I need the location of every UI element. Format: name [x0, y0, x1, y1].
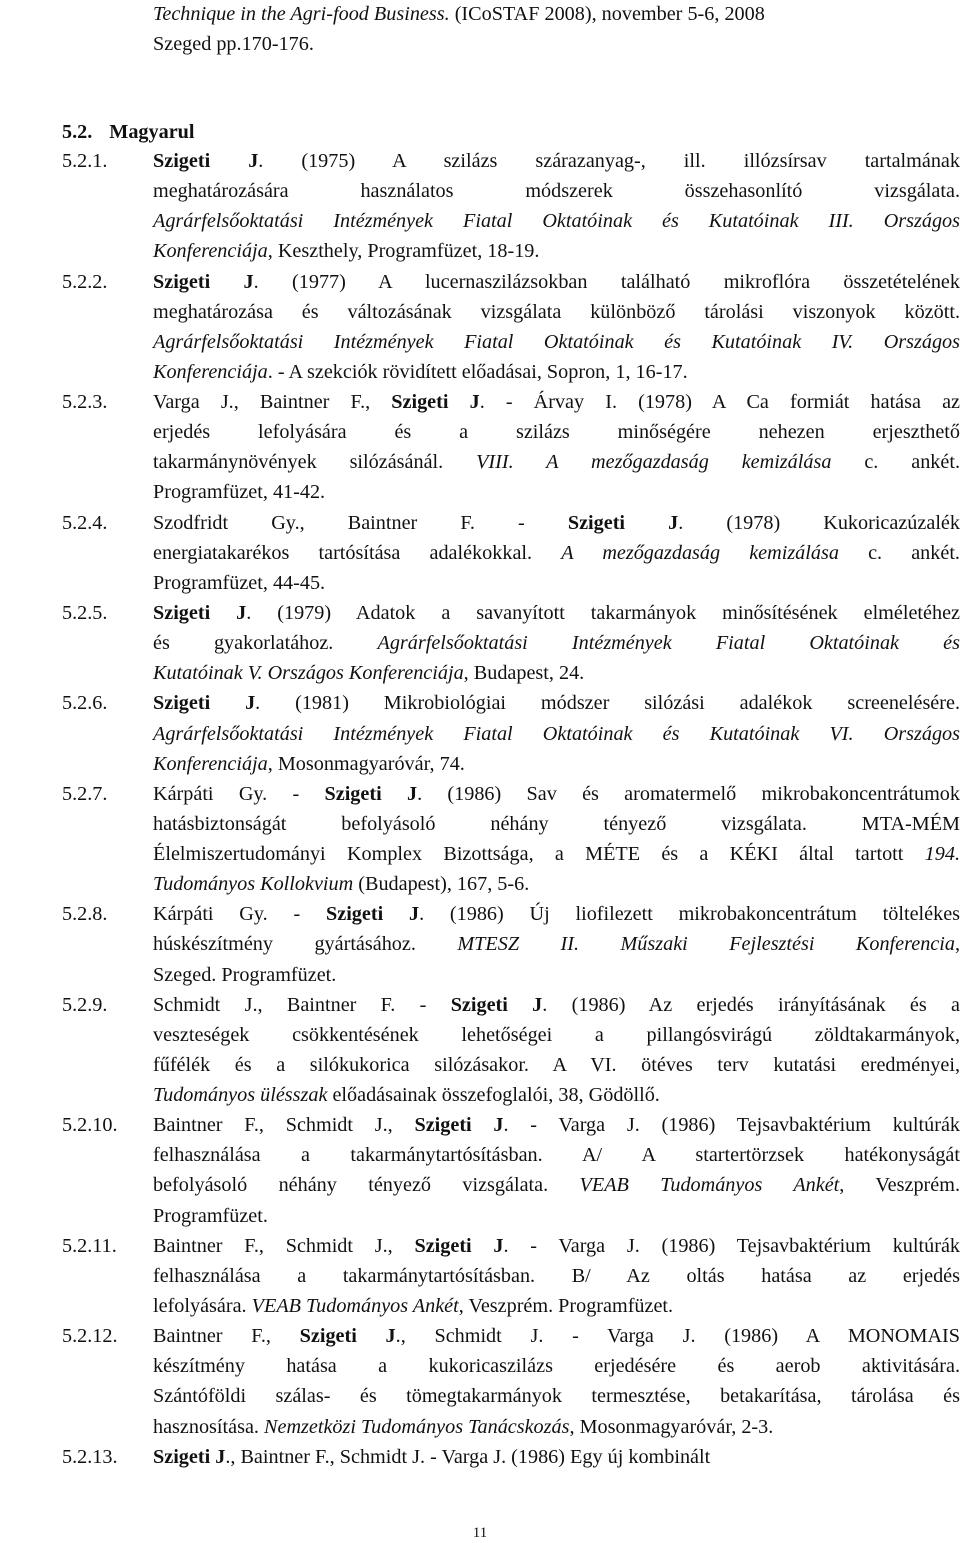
entry-line: [153, 780, 960, 808]
italic-text: Kutatóinak V. Országos Konferenciája: [153, 662, 464, 685]
entry-line: [153, 478, 960, 506]
text-segment: fűfélék és a silókukorica silózásakor. A VI. ötéves terv kutatási eredményei,: [153, 1053, 960, 1076]
text-segment: meghatározása és változásának vizsgálata különböző tárolási viszonyok között.: [153, 300, 960, 323]
entry-line: [153, 750, 960, 778]
text-segment: Programfüzet, 44-45.: [153, 571, 326, 594]
entry-line: [153, 1141, 960, 1169]
intro-line-2-text: Szeged pp.170-176.: [153, 33, 314, 55]
text-segment: . (1986) Új liofilezett mikrobakoncentrátum töltelékes: [419, 903, 960, 926]
entry-line: [153, 961, 960, 989]
text-segment: felhasználása a takarmánytartósításban. A/ A startertörzsek hatékonyságát: [153, 1144, 960, 1167]
entry-line: [153, 629, 960, 657]
italic-text: VEAB Tudományos Ankét: [579, 1174, 840, 1197]
text-segment: . (1981) Mikrobiológiai módszer silózási adalékok screenelésére.: [255, 692, 960, 715]
entry-line: [153, 870, 960, 898]
author-highlight: Szigeti J: [153, 692, 256, 715]
entry-line: [153, 930, 960, 958]
text-segment: Kárpáti Gy. -: [153, 782, 325, 805]
intro-rest: (ICoSTAF 2008), november 5-6, 2008: [449, 3, 765, 25]
author-highlight: Szigeti J: [299, 1325, 396, 1348]
entry-line: [153, 388, 960, 416]
author-highlight: Szigeti J: [153, 270, 254, 293]
section-title: Magyarul: [109, 121, 195, 143]
entry-line: [153, 599, 960, 627]
entry-line: [153, 659, 960, 687]
text-segment: Szodfridt Gy., Baintner F. -: [153, 511, 568, 534]
text-segment: ., Baintner F., Schmidt J. - Varga J. (1986) Egy új kombinált: [225, 1445, 711, 1468]
text-segment: befolyásoló néhány tényező vizsgálata.: [153, 1174, 580, 1197]
entry-line: [153, 840, 960, 868]
text-segment: , Mosonmagyaróvár, 74.: [267, 752, 465, 775]
text-segment: Szántóföldi szálas- és tömegtakarmányok termesztése, betakarítása, tárolása és: [153, 1385, 960, 1408]
text-segment: c. ankét.: [831, 451, 960, 474]
text-segment: Élelmiszertudományi Komplex Bizottsága, a MÉTE és a KÉKI által tartott: [153, 843, 925, 865]
entry-line: [153, 298, 960, 326]
italic-text: Konferenciája: [153, 360, 268, 383]
text-segment: Baintner F., Schmidt J.,: [153, 1234, 415, 1257]
text-segment: Varga J., Baintner F.,: [153, 391, 392, 413]
entry-line: [153, 810, 960, 838]
text-segment: Baintner F., Schmidt J.,: [153, 1114, 415, 1137]
entry-line: [153, 1171, 960, 1199]
author-highlight: Szigeti J: [414, 1114, 504, 1137]
italic-text: Agrárfelsőoktatási Intézmények Fiatal Oktatóinak és Kutatóinak IV. Országos: [153, 330, 960, 353]
italic-text: VIII. A mezőgazdaság kemizálása: [476, 451, 832, 474]
italic-text: MTESZ II. Műszaki Fejlesztési Konferencia: [457, 933, 955, 956]
entry-line: [153, 1322, 960, 1350]
italic-text: Konferenciája: [153, 752, 268, 775]
text-segment: energiatakarékos tartósítása adalékokkal.: [153, 541, 562, 564]
entry-number: 5.2.4.: [62, 511, 108, 534]
entry-number: 5.2.9.: [62, 993, 108, 1016]
text-segment: , Keszthely, Programfüzet, 18-19.: [267, 240, 540, 263]
text-segment: . (1986) Az erjedés irányításának és a: [542, 993, 960, 1016]
italic-text: Konferenciája: [153, 240, 268, 263]
italic-text: VEAB Tudományos Ankét: [251, 1294, 459, 1317]
text-segment: lefolyására.: [153, 1294, 252, 1317]
page-number: 11: [472, 1525, 488, 1541]
italic-text: A mezőgazdaság kemizálása: [561, 541, 839, 564]
text-segment: . (1975) A szilázs szárazanyag-, ill. illózsírsav tartalmának: [258, 150, 960, 172]
text-segment: . - A szekciók rövidített előadásai, Sopron, 1, 16-17.: [267, 360, 688, 383]
text-segment: hatásbiztonságát befolyásoló néhány tényező vizsgálata. MTA-MÉM: [153, 812, 960, 835]
section-number-text: 5.2.: [62, 121, 93, 143]
intro-line-2: [153, 30, 960, 58]
entry-line: [153, 147, 960, 175]
entry-line: [153, 1352, 960, 1380]
italic-text: Agrárfelsőoktatási Intézmények Fiatal Oktatóinak és Kutatóinak VI. Országos: [153, 722, 960, 745]
text-segment: ., Schmidt J. - Varga J. (1986) A MONOMAIS: [395, 1325, 960, 1348]
text-segment: . (1979) Adatok a savanyított takarmányok minősítésének elméletéhez: [246, 602, 960, 624]
text-segment: , Mosonmagyaróvár, 2-3.: [569, 1415, 774, 1438]
entry-line: [153, 237, 960, 265]
entry-number: 5.2.6.: [62, 692, 108, 715]
italic-text: 194.: [924, 843, 960, 865]
entry-line: [153, 1051, 960, 1079]
text-segment: . - Varga J. (1986) Tejsavbaktérium kultúrák: [503, 1114, 960, 1137]
entry-number: 5.2.5.: [62, 602, 108, 624]
text-segment: veszteségek csökkentésének lehetőségei a pillangósvirágú zöldtakarmányok,: [153, 1023, 960, 1046]
text-segment: . (1986) Sav és aromatermelő mikrobakoncentrátumok: [417, 782, 960, 805]
text-segment: . - Árvay I. (1978) A Ca formiát hatása az: [479, 391, 960, 413]
entry-line: [153, 1382, 960, 1410]
text-segment: , Veszprém.: [839, 1174, 960, 1197]
intro-italic: Technique in the Agri-food Business.: [153, 3, 450, 25]
text-segment: c. ankét.: [838, 541, 960, 564]
entry-line: [153, 1021, 960, 1049]
entry-line: [153, 720, 960, 748]
entry-number: 5.2.2.: [62, 270, 108, 293]
entry-line: [153, 448, 960, 476]
text-segment: készítmény hatása a kukoricaszilázs erjedésére és aerob aktivitására.: [153, 1355, 960, 1378]
text-segment: Kárpáti Gy. -: [153, 903, 327, 926]
text-segment: meghatározására használatos módszerek összehasonlító vizsgálata.: [153, 180, 960, 203]
entry-line: [153, 177, 960, 205]
text-segment: Szeged. Programfüzet.: [153, 963, 337, 986]
text-segment: Programfüzet.: [153, 1204, 268, 1227]
entry-number: 5.2.10.: [62, 1114, 118, 1137]
entry-number: 5.2.8.: [62, 903, 108, 926]
entry-number: 5.2.11.: [62, 1234, 117, 1257]
entry-line: [153, 1413, 960, 1441]
entry-line: [153, 1232, 960, 1260]
entry-line: [153, 1081, 960, 1109]
text-segment: hasznosítása.: [153, 1415, 265, 1438]
text-segment: előadásainak összefoglalói, 38, Gödöllő.: [327, 1084, 660, 1106]
text-segment: Schmidt J., Baintner F. -: [153, 993, 451, 1016]
entry-line: [153, 539, 960, 567]
text-segment: (Budapest), 167, 5-6.: [353, 873, 530, 896]
text-segment: , Veszprém. Programfüzet.: [458, 1294, 674, 1317]
author-highlight: Szigeti J: [414, 1234, 504, 1257]
entry-line: [153, 689, 960, 717]
entry-number: 5.2.13.: [62, 1445, 118, 1468]
author-highlight: Szigeti J: [450, 993, 543, 1016]
entry-line: [153, 207, 960, 235]
entry-line: [153, 268, 960, 296]
entry-line: [153, 1443, 960, 1471]
entry-line: [153, 1202, 960, 1230]
italic-text: Tudományos Kollokvium: [153, 873, 354, 896]
entry-line: [153, 418, 960, 446]
italic-text: Tudományos ülésszak: [153, 1084, 328, 1106]
author-highlight: Szigeti J: [324, 782, 418, 805]
text-segment: felhasználása a takarmánytartósításban. B/ Az oltás hatása az erjedés: [153, 1264, 960, 1287]
text-segment: Programfüzet, 41-42.: [153, 481, 326, 504]
text-segment: erjedés lefolyására és a szilázs minőségére nehezen erjeszthető: [153, 421, 960, 444]
author-highlight: Szigeti J: [567, 511, 679, 534]
entry-line: [153, 1262, 960, 1290]
text-segment: , Budapest, 24.: [463, 662, 585, 685]
entry-number: 5.2.3.: [62, 391, 108, 413]
entry-line: [153, 509, 960, 537]
italic-text: Agrárfelsőoktatási Intézmények Fiatal Oktatóinak és Kutatóinak III. Országos: [153, 210, 960, 233]
italic-text: Nemzetközi Tudományos Tanácskozás: [264, 1415, 570, 1438]
entry-line: [153, 358, 960, 386]
intro-line-1: [153, 0, 960, 28]
author-highlight: Szigeti J: [326, 903, 420, 926]
text-segment: ,: [954, 933, 960, 956]
entry-line: [153, 1111, 960, 1139]
text-segment: . (1978) Kukoricazúzalék: [678, 511, 960, 534]
text-segment: és gyakorlatához.: [153, 632, 378, 655]
entry-line: [153, 1292, 960, 1320]
text-segment: Baintner F.,: [153, 1325, 300, 1348]
entry-line: [153, 991, 960, 1019]
text-segment: húskészítmény gyártásához.: [153, 933, 458, 956]
entry-number: 5.2.7.: [62, 782, 108, 805]
entry-number: 5.2.1.: [62, 150, 108, 172]
italic-text: Agrárfelsőoktatási Intézmények Fiatal Oktatóinak és: [377, 632, 960, 655]
entry-line: [153, 328, 960, 356]
author-highlight: Szigeti J: [153, 602, 247, 624]
entry-line: [153, 900, 960, 928]
author-highlight: Szigeti J: [153, 150, 259, 172]
text-segment: . (1977) A lucernaszilázsokban található mikroflóra összetételének: [253, 270, 960, 293]
entry-line: [153, 569, 960, 597]
entry-number: 5.2.12.: [62, 1325, 118, 1348]
author-highlight: Szigeti J: [153, 1445, 226, 1468]
section-title-wrap: [62, 118, 195, 146]
author-highlight: Szigeti J: [391, 391, 480, 413]
text-segment: takarmánynövények silózásánál.: [153, 451, 477, 474]
text-segment: . - Varga J. (1986) Tejsavbaktérium kultúrák: [503, 1234, 960, 1257]
